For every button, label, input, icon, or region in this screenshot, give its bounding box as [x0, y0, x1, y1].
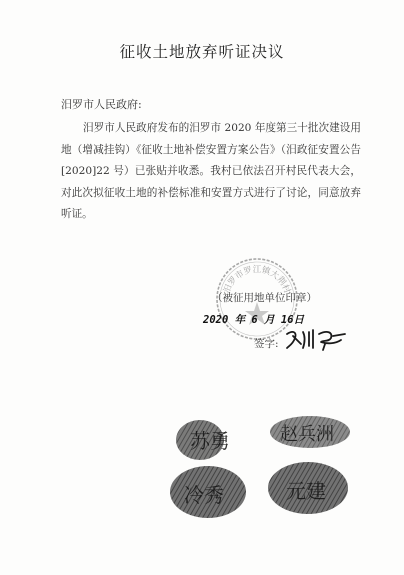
fingerprint-name: 苏勇: [190, 429, 230, 453]
fingerprint-1: [176, 420, 230, 460]
fingerprint-name: 元建: [286, 479, 326, 503]
salutation: 汨罗市人民政府:: [61, 98, 142, 111]
handwritten-signature: [283, 326, 353, 352]
date-text: 2020 年 6 月 16日: [203, 314, 305, 326]
fingerprint-2: [270, 416, 350, 448]
sign-label: 签字:: [254, 338, 279, 350]
fingerprint-4: [268, 462, 348, 514]
document-title: 征收土地放弃听证决议: [119, 43, 285, 61]
body-paragraph: 汨罗市人民政府发布的汨罗市 2020 年度第三十批次建设用地（增减挂钩）《征收土地补偿安置方案公告》（汨政征安置公告[2020]22 号）已张贴并收悉。我村已依法召开村民代表大会，对此次拟征收土地的补偿标准和安置方式进行了讨论，同意放弃听证。: [61, 122, 361, 220]
seal-text: 汨罗市罗江镇大荆村: [222, 264, 292, 295]
date-line: [203, 312, 304, 327]
fingerprint-3: [170, 466, 246, 518]
stamp-note: （被征用地单位印章）: [212, 292, 317, 304]
fingerprint-name: 赵兵洲: [280, 424, 334, 445]
fingerprint-area: [158, 410, 368, 530]
fingerprint-name: 冷秀: [184, 483, 224, 507]
